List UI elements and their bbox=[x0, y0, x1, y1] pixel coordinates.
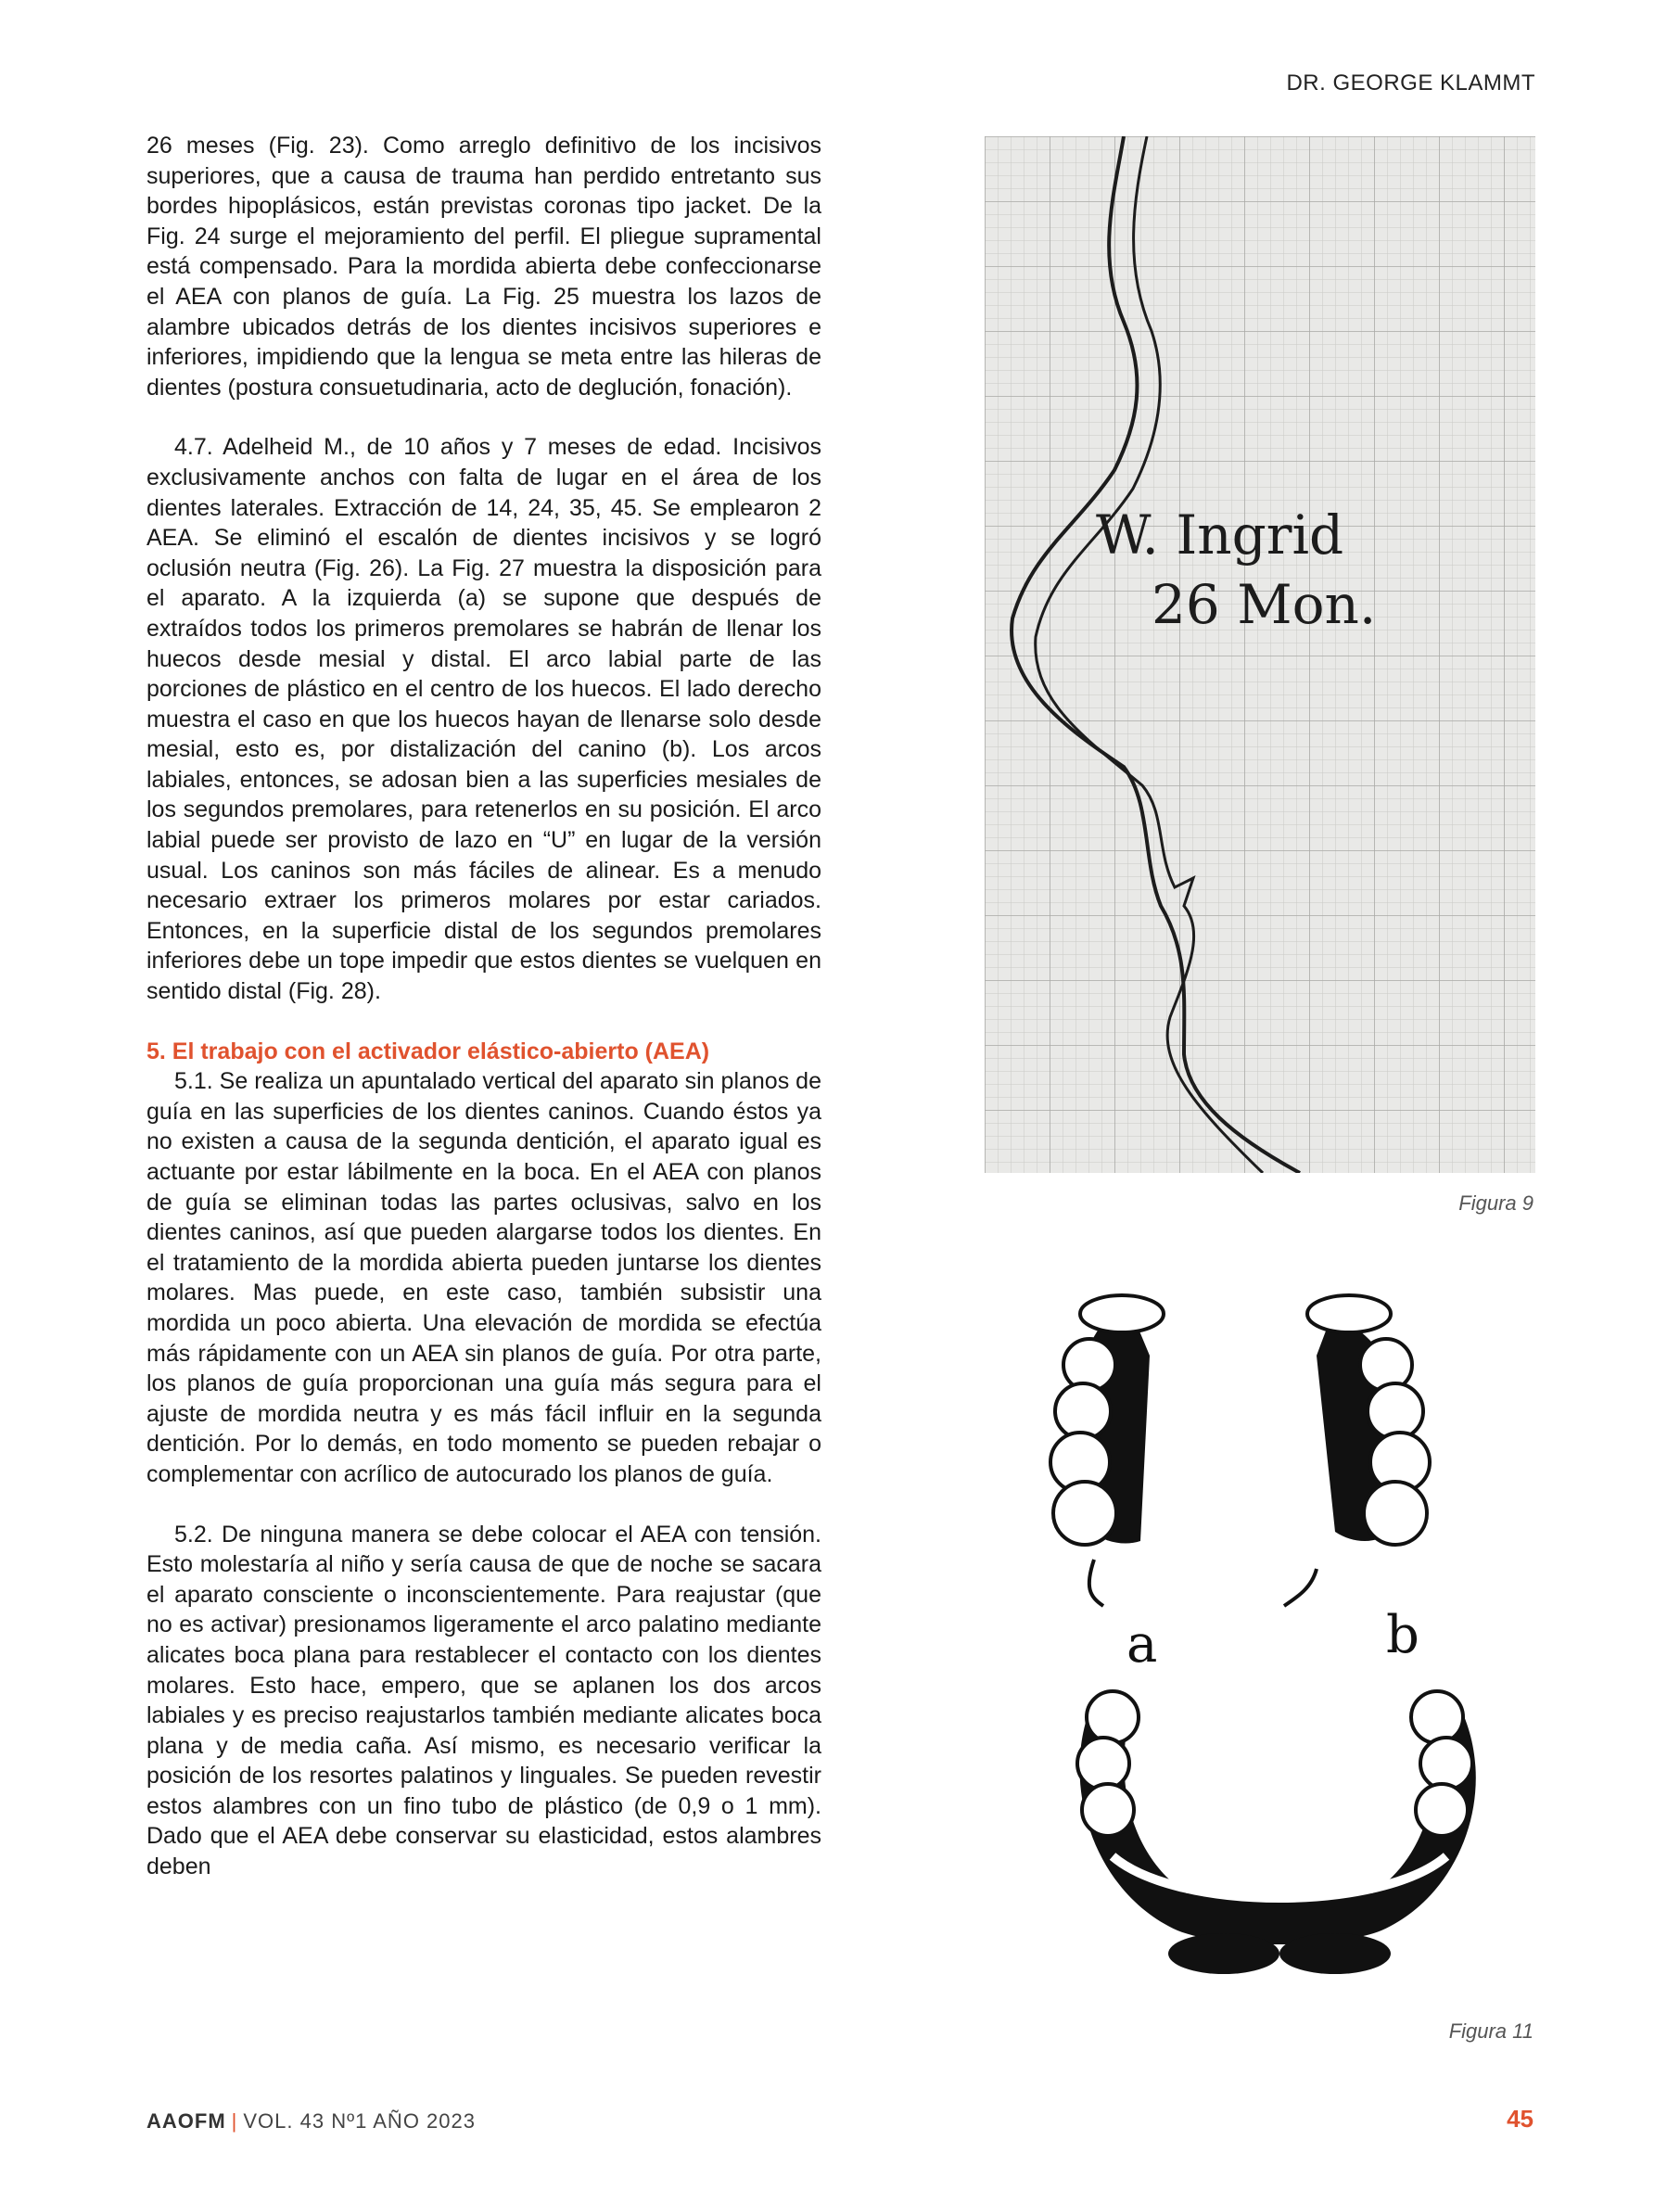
paragraph-continuation: 26 meses (Fig. 23). Como arreglo definitivo de los incisivos superiores, que a causa de trauma han perdido entretanto sus bordes hipoplásicos, están previstas coronas tipo jacket. De la Fig. 24 surge el mejoramiento del perfil. El pliegue supramental está compensado. Para la mordida abierta debe confeccionarse el AEA con planos de guía. La Fig. 25 muestra los lazos de alambre ubicados detrás de los dientes incisivos superiores e inferiores, impidiendo que la lengua se meta entre las hileras de dientes (postura consuetudinaria, acto de deglución, fonación). bbox=[146, 133, 821, 401]
journal-volume: VOL. 43 Nº1 AÑO 2023 bbox=[243, 2109, 476, 2133]
section-heading: 5. El trabajo con el activador elástico-abierto (AEA) bbox=[146, 1038, 710, 1064]
arch-lower bbox=[1077, 1691, 1476, 1974]
paragraph-5-1: 5.1. Se realiza un apuntalado vertical del aparato sin planos de guía en las superficies de los dientes caninos. Cuando éstos ya no existen a causa de la segunda dentición, el aparato igual es actuante por estar lábilmente en la boca. En el AEA con planos de guía se eliminan todas las partes oclusivas, salvo en los dientes caninos, así que pueden alargarse todos los dientes. En el tratamiento de la mordida abierta pueden juntarse los dientes molares. Mas puede, en este caso, también subsistir una mordida un poco abierta. Una elevación de mordida se efectúa más rápidamente con un AEA sin planos de guía. Por otra parte, los planos de guía proporcionan una guía más segura para el ajuste de mordida neutra y es más fácil influir en la segunda dentición. Por lo demás, en todo momento se pueden rebajar o complementar con acrílico de autocurado los planos de guía. bbox=[146, 1068, 821, 1487]
figure-11-caption: Figura 11 bbox=[1448, 2019, 1534, 2043]
figure-9-profile-tracing bbox=[985, 136, 1535, 1173]
handwriting-name: W. Ingrid bbox=[1096, 503, 1344, 567]
arch-half-b bbox=[1284, 1295, 1430, 1606]
running-header-author: DR. GEORGE KLAMMT bbox=[1286, 70, 1535, 96]
dental-arches-drawing bbox=[1038, 1263, 1539, 1995]
footer-journal-info bbox=[146, 2109, 476, 2134]
figure-11-dental-arches bbox=[1038, 1263, 1539, 1995]
handwriting-age: 26 Mon. bbox=[1152, 573, 1377, 636]
page-number: 45 bbox=[1507, 2105, 1534, 2133]
journal-name: AAOFM bbox=[146, 2109, 226, 2133]
body-text-column bbox=[146, 131, 821, 1882]
profile-tracing-drawing bbox=[985, 136, 1535, 1173]
paragraph-5-2: 5.2. De ninguna manera se debe colocar el AEA con tensión. Esto molestaría al niño y sería causa de que de noche se sacara el aparato consciente o inconscientemente. Para reajustar (que no es activar) presionamos ligeramente el arco palatino mediante alicates boca plana para restablecer el contacto con los dientes molares. Esto hace, empero, que se aplanen los dos arcos labiales y es preciso reajustarlos también mediante alicates boca plana y de media caña. Así mismo, es necesario verificar la posición de los resortes palatinos y linguales. Se pueden revestir estos alambres con un fino tubo de plástico (de 0,9 o 1 mm). Dado que el AEA debe conservar su elasticidad, estos alambres deben bbox=[146, 1521, 821, 1880]
arch-half-a bbox=[1050, 1295, 1164, 1606]
footer-separator: | bbox=[231, 2109, 238, 2133]
paragraph-case-4-7: 4.7. Adelheid M., de 10 años y 7 meses de edad. Incisivos exclusivamente anchos con falta de lugar en el área de los dientes laterales. Extracción de 14, 24, 35, 45. Se emplearon 2 AEA. Se eliminó el escalón de dientes incisivos y se logró oclusión neutra (Fig. 26). La Fig. 27 muestra la disposición para el aparato. A la izquierda (a) se supone que después de extraídos todos los primeros premolares se habrán de llenar los huecos desde mesial y distal. El arco labial parte de las porciones de plástico en el centro de los huecos. El lado derecho muestra el caso en que los huecos hayan de llenarse solo desde mesial, esto es, por distalización del canino (b). Los arcos labiales, entonces, se adosan bien a las superficies mesiales de los segundos premolares, para retenerlos en su posición. El arco labial puede ser provisto de lazo en “U” en lugar de la versión usual. Los caninos son más fáciles de alinear. Es a menudo necesario extraer los primeros molares por estar cariados. Entonces, en la superficie distal de los segundos premolares inferiores debe un tope impedir que estos dientes se vuelquen en sentido distal (Fig. 28). bbox=[146, 434, 821, 1005]
label-a: a bbox=[1126, 1614, 1158, 1675]
figure-9-caption: Figura 9 bbox=[1458, 1191, 1534, 1215]
label-b: b bbox=[1386, 1605, 1419, 1665]
